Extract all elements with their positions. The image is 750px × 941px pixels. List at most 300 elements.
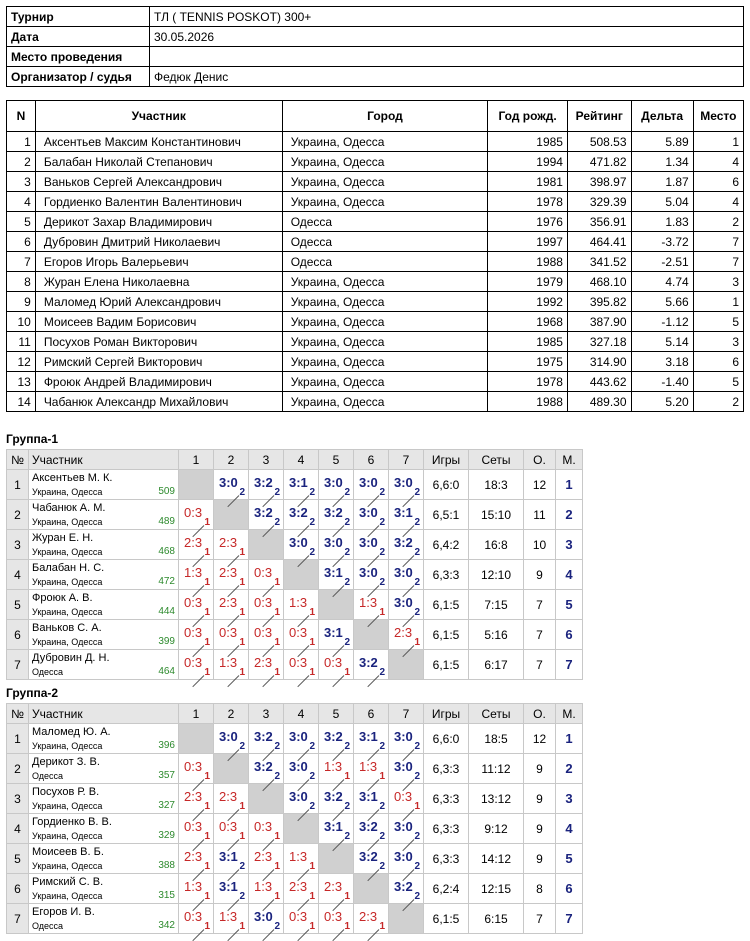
participant-row (7, 332, 744, 352)
match-score: 2:3 (324, 879, 343, 894)
participant-cell: Украина, Одесса (282, 332, 488, 352)
points-cell: 9 (524, 814, 556, 844)
participant-cell: 1.83 (631, 212, 693, 232)
match-score: 0:3 (289, 909, 308, 924)
match-score: 0:3 (184, 909, 203, 924)
match-score: 3:0 (394, 759, 413, 774)
group-header-cell: 2 (214, 704, 249, 724)
participant-cell: 1994 (488, 152, 568, 172)
match-score: 3:0 (289, 789, 308, 804)
group-row-number: 3 (7, 784, 29, 814)
group-header-cell: Участник (29, 704, 179, 724)
match-points: 2 (344, 487, 350, 498)
match-points: 1 (309, 861, 315, 872)
group-player-cell (29, 530, 179, 560)
match-score: 2:3 (289, 879, 308, 894)
match-points: 1 (274, 577, 280, 588)
participant-cell: 356.91 (567, 212, 631, 232)
group-player-cell (29, 470, 179, 500)
match-score-cell (284, 874, 319, 904)
match-points: 2 (239, 861, 245, 872)
match-score-cell (319, 874, 354, 904)
match-score-cell (179, 874, 214, 904)
score-divider (227, 675, 239, 687)
place-cell (556, 500, 583, 530)
participant-cell: 327.18 (567, 332, 631, 352)
match-score: 3:1 (289, 475, 308, 490)
match-points: 2 (379, 861, 385, 872)
place-cell (556, 724, 583, 754)
participant-cell: Украина, Одесса (282, 152, 488, 172)
place-cell (556, 470, 583, 500)
match-points: 1 (204, 831, 210, 842)
match-score-cell (284, 620, 319, 650)
match-score-cell (319, 784, 354, 814)
participants-table (6, 100, 744, 412)
player-city: Одесса (32, 771, 64, 781)
participant-cell: 471.82 (567, 152, 631, 172)
match-score-cell (214, 904, 249, 934)
participant-cell: -1.40 (631, 372, 693, 392)
match-score-cell (354, 500, 389, 530)
match-points: 1 (274, 607, 280, 618)
participant-cell: 5.89 (631, 132, 693, 152)
info-row (7, 7, 744, 27)
match-points: 2 (309, 771, 315, 782)
match-score-cell (284, 904, 319, 934)
participant-cell: 7 (693, 252, 743, 272)
match-score: 3:2 (324, 729, 343, 744)
match-score: 3:0 (394, 565, 413, 580)
match-score: 3:0 (254, 909, 273, 924)
match-points: 2 (344, 637, 350, 648)
match-score: 3:0 (394, 475, 413, 490)
match-points: 2 (239, 891, 245, 902)
participants-header-cell: Год рожд. (488, 101, 568, 132)
player-rating: 329 (158, 830, 175, 841)
participant-row (7, 192, 744, 212)
sets-cell: 9:12 (469, 814, 524, 844)
match-score: 2:3 (184, 849, 203, 864)
participant-cell: Дерикот Захар Владимирович (35, 212, 282, 232)
participant-cell: 1968 (488, 312, 568, 332)
match-score: 0:3 (254, 565, 273, 580)
participant-row (7, 252, 744, 272)
group-row (7, 650, 583, 680)
participant-cell: 10 (7, 312, 36, 332)
player-city: Украина, Одесса (32, 607, 103, 617)
match-score-cell (389, 844, 424, 874)
participant-cell: Украина, Одесса (282, 352, 488, 372)
match-score-cell (179, 784, 214, 814)
match-score-cell (249, 560, 284, 590)
place-value: 3 (565, 791, 573, 806)
match-score: 0:3 (324, 909, 343, 924)
match-score: 0:3 (254, 625, 273, 640)
participant-cell: 4 (7, 192, 36, 212)
participant-cell: 1988 (488, 252, 568, 272)
player-name: Дерикот З. В. (32, 756, 100, 768)
participant-cell: 3 (693, 272, 743, 292)
match-score-cell (249, 620, 284, 650)
match-score-cell (249, 470, 284, 500)
player-city: Украина, Одесса (32, 861, 103, 871)
participant-row (7, 312, 744, 332)
score-divider (367, 675, 379, 687)
sets-cell: 18:3 (469, 470, 524, 500)
match-points: 2 (344, 577, 350, 588)
match-score: 3:2 (324, 505, 343, 520)
participant-cell: Украина, Одесса (282, 312, 488, 332)
match-score: 3:2 (254, 505, 273, 520)
games-cell: 6,6:0 (424, 470, 469, 500)
match-score: 3:1 (219, 849, 238, 864)
sets-cell: 12:15 (469, 874, 524, 904)
match-points: 1 (204, 547, 210, 558)
points-cell: 12 (524, 724, 556, 754)
match-score-cell (214, 530, 249, 560)
info-value (150, 47, 744, 67)
score-divider (332, 675, 344, 687)
participant-cell: 4 (693, 192, 743, 212)
participant-cell: Украина, Одесса (282, 132, 488, 152)
player-name: Чабанюк А. М. (32, 502, 106, 514)
player-city: Украина, Одесса (32, 547, 103, 557)
match-score-cell (179, 844, 214, 874)
player-rating: 396 (158, 740, 175, 751)
match-points: 1 (239, 577, 245, 588)
match-score-cell (319, 814, 354, 844)
match-score: 3:1 (394, 505, 413, 520)
group-header-cell: Участник (29, 450, 179, 470)
group-2-title: Группа-2 (6, 686, 59, 700)
match-points: 2 (379, 801, 385, 812)
info-value: ТЛ ( TENNIS POSKOT) 300+ (150, 7, 744, 27)
participant-cell: 1976 (488, 212, 568, 232)
points-cell: 7 (524, 650, 556, 680)
player-rating: 327 (158, 800, 175, 811)
player-city: Украина, Одесса (32, 891, 103, 901)
match-score: 1:3 (254, 879, 273, 894)
participant-cell: 329.39 (567, 192, 631, 212)
points-cell: 10 (524, 530, 556, 560)
match-score-cell (249, 500, 284, 530)
match-score: 2:3 (219, 565, 238, 580)
games-cell: 6,1:5 (424, 650, 469, 680)
group-header-row (7, 450, 583, 470)
match-points: 2 (414, 771, 420, 782)
match-points: 2 (414, 487, 420, 498)
match-score-cell (354, 530, 389, 560)
match-points: 2 (414, 547, 420, 558)
participant-cell: Чабанюк Александр Михайлович (35, 392, 282, 412)
match-score-cell (249, 590, 284, 620)
participant-cell: 1 (7, 132, 36, 152)
player-rating: 315 (158, 890, 175, 901)
player-rating: 509 (158, 486, 175, 497)
score-divider (332, 929, 344, 941)
match-points: 1 (204, 921, 210, 932)
match-score: 2:3 (359, 909, 378, 924)
score-divider (227, 929, 239, 941)
points-cell: 11 (524, 500, 556, 530)
match-score: 3:0 (359, 505, 378, 520)
participant-cell: Украина, Одесса (282, 192, 488, 212)
match-points: 1 (204, 577, 210, 588)
group-header-cell: Игры (424, 450, 469, 470)
participant-cell: 3.18 (631, 352, 693, 372)
match-score: 3:2 (359, 819, 378, 834)
match-score-cell (319, 620, 354, 650)
participants-header-cell: Рейтинг (567, 101, 631, 132)
group-row (7, 500, 583, 530)
games-cell: 6,3:3 (424, 814, 469, 844)
match-points: 1 (379, 771, 385, 782)
group-player-cell (29, 724, 179, 754)
group-player-cell (29, 814, 179, 844)
player-city: Украина, Одесса (32, 831, 103, 841)
player-name: Фроюк А. В. (32, 592, 93, 604)
group-row (7, 620, 583, 650)
participant-cell: Украина, Одесса (282, 292, 488, 312)
self-match-cell (179, 470, 214, 500)
group-row (7, 530, 583, 560)
player-city: Одесса (32, 667, 64, 677)
participant-cell: Одесса (282, 232, 488, 252)
place-cell (556, 620, 583, 650)
group-header-cell: 1 (179, 450, 214, 470)
participant-row (7, 372, 744, 392)
player-name: Ваньков С. А. (32, 622, 102, 634)
match-points: 2 (274, 921, 280, 932)
match-points: 2 (309, 741, 315, 752)
participant-row (7, 272, 744, 292)
participant-cell: 5.20 (631, 392, 693, 412)
participant-cell: 7 (7, 252, 36, 272)
group-1-table (6, 449, 583, 680)
place-cell (556, 844, 583, 874)
games-cell: 6,3:3 (424, 784, 469, 814)
participant-cell: 395.82 (567, 292, 631, 312)
place-value: 4 (565, 567, 573, 582)
participant-cell: Одесса (282, 212, 488, 232)
group-player-cell (29, 590, 179, 620)
match-score-cell (354, 784, 389, 814)
match-points: 2 (239, 487, 245, 498)
place-cell (556, 874, 583, 904)
match-score: 3:0 (394, 849, 413, 864)
place-value: 3 (565, 537, 573, 552)
participant-cell: 1992 (488, 292, 568, 312)
group-header-cell: О. (524, 704, 556, 724)
participant-cell: Балабан Николай Степанович (35, 152, 282, 172)
match-score: 1:3 (219, 909, 238, 924)
games-cell: 6,6:0 (424, 724, 469, 754)
player-name: Дубровин Д. Н. (32, 652, 110, 664)
group-row-number: 1 (7, 724, 29, 754)
match-points: 2 (379, 487, 385, 498)
match-score-cell (214, 724, 249, 754)
match-score: 1:3 (359, 759, 378, 774)
player-name: Моисеев В. Б. (32, 846, 104, 858)
group-row-number: 4 (7, 560, 29, 590)
games-cell: 6,3:3 (424, 754, 469, 784)
match-points: 2 (274, 741, 280, 752)
games-cell: 6,3:3 (424, 844, 469, 874)
match-score: 0:3 (289, 625, 308, 640)
match-score-cell (354, 844, 389, 874)
match-points: 1 (309, 667, 315, 678)
match-points: 1 (239, 801, 245, 812)
match-points: 2 (379, 667, 385, 678)
place-cell (556, 814, 583, 844)
group-row (7, 560, 583, 590)
sets-cell: 13:12 (469, 784, 524, 814)
participant-cell: 5 (693, 312, 743, 332)
sets-cell: 6:17 (469, 650, 524, 680)
match-score: 0:3 (394, 789, 413, 804)
player-rating: 489 (158, 516, 175, 527)
group-player-cell (29, 754, 179, 784)
match-points: 1 (309, 891, 315, 902)
games-cell: 6,4:2 (424, 530, 469, 560)
match-score-cell (284, 650, 319, 680)
player-city: Украина, Одесса (32, 577, 103, 587)
participant-cell: 508.53 (567, 132, 631, 152)
match-score-cell (319, 650, 354, 680)
group-header-cell: 5 (319, 704, 354, 724)
match-score: 0:3 (324, 655, 343, 670)
match-score: 3:0 (289, 535, 308, 550)
place-cell (556, 530, 583, 560)
match-score: 3:0 (394, 729, 413, 744)
match-score-cell (179, 530, 214, 560)
participant-cell: 9 (7, 292, 36, 312)
participant-cell: 1997 (488, 232, 568, 252)
match-score-cell (389, 754, 424, 784)
sets-cell: 18:5 (469, 724, 524, 754)
place-value: 7 (565, 911, 573, 926)
match-score-cell (179, 650, 214, 680)
match-points: 1 (379, 921, 385, 932)
match-points: 1 (344, 921, 350, 932)
group-player-cell (29, 874, 179, 904)
player-city: Украина, Одесса (32, 741, 103, 751)
player-name: Гордиенко В. В. (32, 816, 112, 828)
match-score-cell (249, 724, 284, 754)
group-player-cell (29, 650, 179, 680)
score-divider (192, 675, 204, 687)
group-player-cell (29, 844, 179, 874)
participant-cell: 1981 (488, 172, 568, 192)
participants-header-cell: N (7, 101, 36, 132)
match-score: 3:1 (359, 789, 378, 804)
group-row-number: 5 (7, 590, 29, 620)
participant-cell: Гордиенко Валентин Валентинович (35, 192, 282, 212)
match-points: 2 (344, 801, 350, 812)
info-label: Организатор / судья (7, 67, 150, 87)
participant-cell: 1.87 (631, 172, 693, 192)
match-points: 2 (414, 861, 420, 872)
points-cell: 9 (524, 560, 556, 590)
match-points: 1 (204, 667, 210, 678)
participant-cell: Фроюк Андрей Владимирович (35, 372, 282, 392)
games-cell: 6,3:3 (424, 560, 469, 590)
group-row (7, 470, 583, 500)
group-header-cell: 4 (284, 704, 319, 724)
participant-cell: 1.34 (631, 152, 693, 172)
match-points: 1 (274, 831, 280, 842)
group-row (7, 724, 583, 754)
match-score: 2:3 (184, 789, 203, 804)
match-score: 1:3 (184, 879, 203, 894)
player-name: Аксентьев М. К. (32, 472, 113, 484)
match-score: 2:3 (254, 655, 273, 670)
participant-cell: 398.97 (567, 172, 631, 192)
games-cell: 6,1:5 (424, 620, 469, 650)
match-score: 3:0 (359, 475, 378, 490)
match-score-cell (249, 754, 284, 784)
group-row (7, 874, 583, 904)
match-score: 3:0 (359, 565, 378, 580)
group-header-cell: М. (556, 450, 583, 470)
match-score-cell (214, 560, 249, 590)
match-points: 1 (204, 771, 210, 782)
player-rating: 399 (158, 636, 175, 647)
group-header-cell: 6 (354, 704, 389, 724)
participant-cell: 5.66 (631, 292, 693, 312)
group-header-cell: 7 (389, 450, 424, 470)
match-score: 0:3 (254, 595, 273, 610)
participant-cell: Ваньков Сергей Александрович (35, 172, 282, 192)
participant-row (7, 132, 744, 152)
match-score-cell (214, 470, 249, 500)
participants-header-cell: Место (693, 101, 743, 132)
match-points: 2 (414, 607, 420, 618)
match-points: 2 (309, 801, 315, 812)
match-points: 2 (239, 741, 245, 752)
participant-cell: Украина, Одесса (282, 372, 488, 392)
match-score-cell (389, 530, 424, 560)
match-score: 3:0 (359, 535, 378, 550)
participant-cell: 2 (7, 152, 36, 172)
group-row-number: 1 (7, 470, 29, 500)
participant-cell: 1978 (488, 372, 568, 392)
place-cell (556, 784, 583, 814)
place-value: 2 (565, 761, 573, 776)
match-points: 2 (379, 547, 385, 558)
player-rating: 464 (158, 666, 175, 677)
place-value: 6 (565, 627, 573, 642)
participant-cell: Одесса (282, 252, 488, 272)
match-points: 1 (204, 801, 210, 812)
participant-cell: 6 (693, 352, 743, 372)
match-points: 1 (309, 637, 315, 648)
points-cell: 7 (524, 590, 556, 620)
sets-cell: 11:12 (469, 754, 524, 784)
participant-cell: 7 (693, 232, 743, 252)
match-score: 3:0 (324, 535, 343, 550)
match-score: 0:3 (289, 655, 308, 670)
match-score-cell (179, 754, 214, 784)
match-points: 2 (379, 741, 385, 752)
player-name: Егоров И. В. (32, 906, 95, 918)
match-score-cell (284, 724, 319, 754)
match-points: 2 (274, 771, 280, 782)
player-city: Украина, Одесса (32, 637, 103, 647)
score-divider (262, 675, 274, 687)
group-row (7, 590, 583, 620)
